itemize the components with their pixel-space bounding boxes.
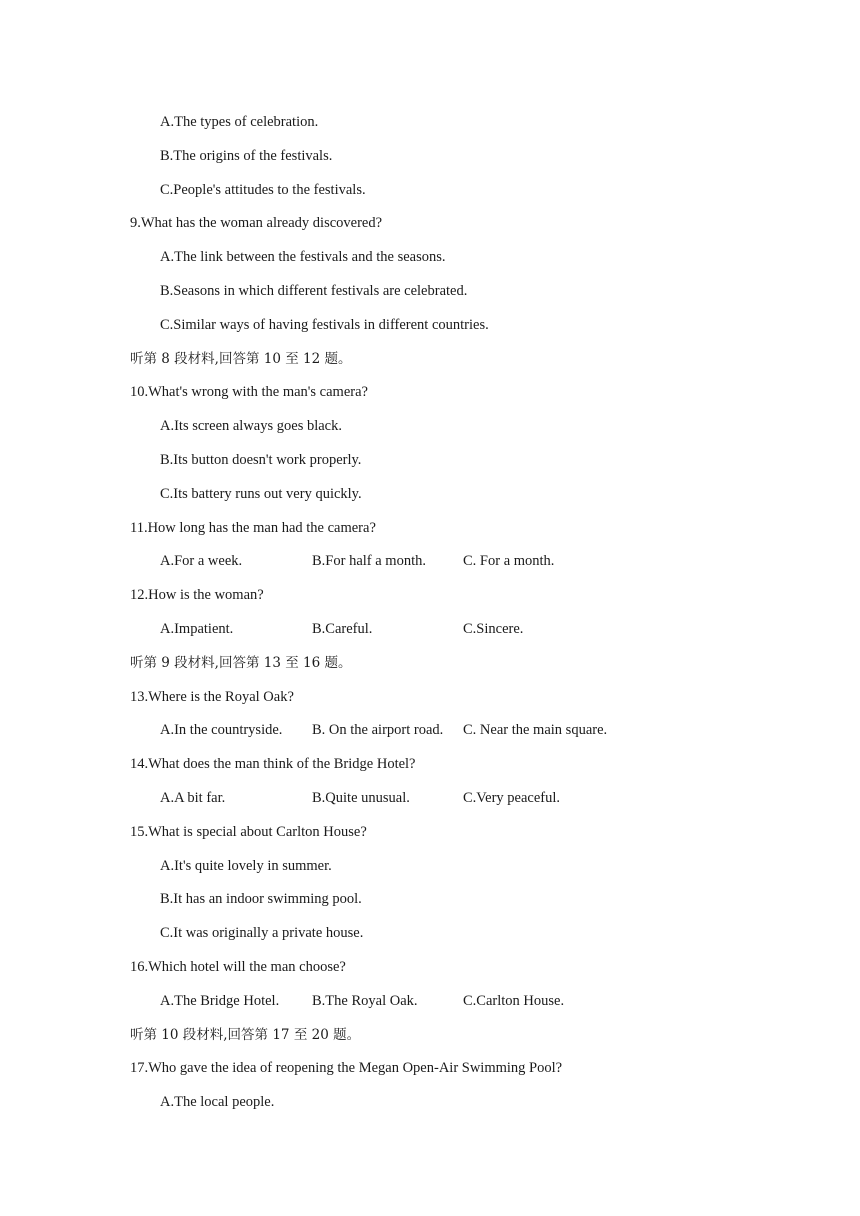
question-text: 13.Where is the Royal Oak? — [130, 688, 294, 705]
answer-option: B.The origins of the festivals. — [160, 147, 333, 164]
answer-option: C.Similar ways of having festivals in different countries. — [160, 316, 489, 333]
question-text: 14.What does the man think of the Bridge Hotel? — [130, 756, 416, 773]
answer-option: A.The Bridge Hotel. — [160, 992, 280, 1009]
section-instruction: 听第 9 段材料,回答第 13 至 16 题。 — [130, 654, 352, 671]
answer-option: C.Very peaceful. — [463, 789, 561, 806]
question-text: 11.How long has the man had the camera? — [130, 519, 376, 536]
answer-option: B.Careful. — [312, 620, 373, 637]
question-text: 17.Who gave the idea of reopening the Megan Open-Air Swimming Pool? — [130, 1060, 563, 1077]
answer-option: B.For half a month. — [312, 553, 426, 570]
answer-option: B.Seasons in which different festivals are celebrated. — [160, 282, 468, 299]
exam-page — [0, 108, 860, 1122]
answer-option: A.The local people. — [160, 1094, 275, 1111]
answer-option: C.Sincere. — [463, 620, 524, 637]
answer-option: A.The link between the festivals and the seasons. — [160, 249, 446, 266]
section-instruction: 听第 8 段材料,回答第 10 至 12 题。 — [130, 350, 352, 367]
answer-option: A.The types of celebration. — [160, 114, 319, 130]
answer-option: A.A bit far. — [160, 789, 226, 806]
answer-option: A.It's quite lovely in summer. — [160, 857, 332, 874]
answer-option: B.It has an indoor swimming pool. — [160, 891, 362, 908]
answer-option: B.Quite unusual. — [312, 789, 410, 806]
answer-options-row — [0, 784, 860, 818]
answer-options-row — [0, 987, 860, 1021]
section-instruction: 听第 10 段材料,回答第 17 至 20 题。 — [130, 1026, 361, 1043]
answer-option: A.Impatient. — [160, 620, 234, 637]
answer-option: B.The Royal Oak. — [312, 992, 418, 1009]
answer-option: A.For a week. — [160, 553, 243, 570]
answer-option: C.It was originally a private house. — [160, 925, 364, 942]
answer-option: C.Its battery runs out very quickly. — [160, 485, 362, 502]
question-text: 15.What is special about Carlton House? — [130, 823, 367, 840]
answer-options-row — [0, 716, 860, 750]
answer-options-row — [0, 615, 860, 649]
question-text: 9.What has the woman already discovered? — [130, 215, 383, 232]
question-text: 12.How is the woman? — [130, 587, 264, 604]
answer-options-row — [0, 547, 860, 581]
answer-option: A.Its screen always goes black. — [160, 418, 342, 435]
answer-option: C.People's attitudes to the festivals. — [160, 181, 366, 198]
answer-option: B. On the airport road. — [312, 722, 444, 739]
answer-option: C.Carlton House. — [463, 992, 565, 1009]
question-text: 10.What's wrong with the man's camera? — [130, 384, 368, 401]
question-text: 16.Which hotel will the man choose? — [130, 958, 346, 975]
answer-option: C. Near the main square. — [463, 722, 608, 739]
answer-option: C. For a month. — [463, 553, 555, 570]
answer-option: A.In the countryside. — [160, 722, 283, 739]
answer-option: B.Its button doesn't work properly. — [160, 451, 362, 468]
